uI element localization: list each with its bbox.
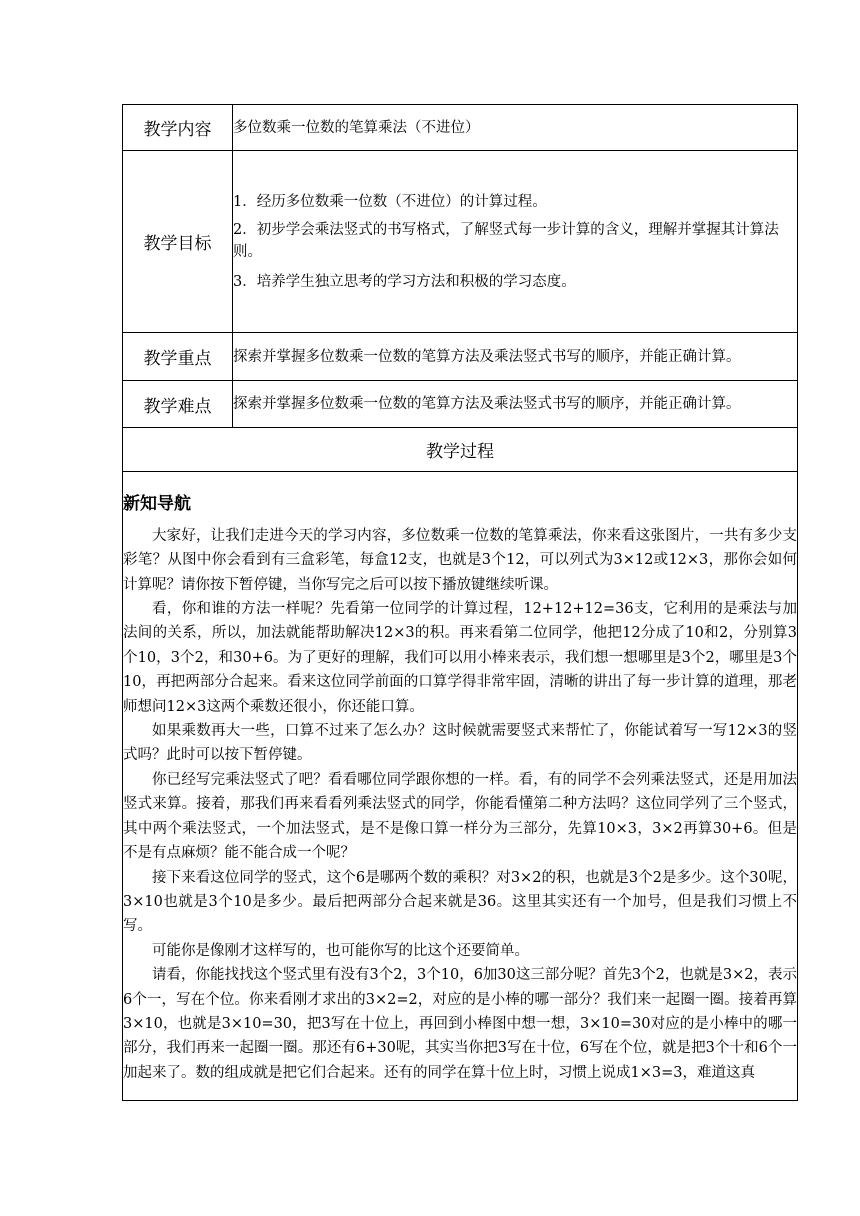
goal-item: 1．经历多位数乘一位数（不进位）的计算过程。 (233, 193, 547, 210)
row-difficulties (123, 381, 798, 428)
goal-item: 2．初步学会乘法竖式的书写格式，了解竖式每一步计算的含义，理解并掌握其计算法则。 (233, 221, 779, 260)
process-body (123, 472, 798, 1101)
paragraph: 看，你和谁的方法一样呢？先看第一位同学的计算过程，12+12+12=36支，它利用的是乘法与加法间的关系，所以，加法就能帮助解决12×3的积。再来看第二位同学，他把12分成了10和2，分别算3个10，3个2，和30+6。为了更好的理解，我们可以用小棒来表示，我们想一想哪里是3个2，哪里是3个10，再把两部分合起来。看来这位同学前面的口算学得非常牢固，清晰的讲出了每一步计算的道理，那老师想问12×3这两个乘数还很小，你还能口算。 (123, 601, 797, 715)
teaching-content-label: 教学内容 (123, 105, 233, 151)
paragraph: 可能你是像刚才这样写的，也可能你写的比这个还要简单。 (152, 942, 529, 959)
key-points-value: 探索并掌握多位数乘一位数的笔算方法及乘法竖式书写的顺序，并能正确计算。 (233, 333, 798, 381)
row-process-title (123, 428, 798, 472)
section-title: 新知导航 (123, 493, 191, 514)
lesson-plan-table (122, 104, 798, 1101)
paragraph: 你已经写完乘法竖式了吧？看看哪位同学跟你想的一样。看，有的同学不会列乘法竖式，还是用加法竖式来算。接着，那我们再来看看列乘法竖式的同学，你能看懂第二种方法吗？这位同学列了三个竖式，其中两个乘法竖式，一个加法竖式，是不是像口算一样分为三部分，先算10×3，3×2再算30+6。但是不是有点麻烦？能不能合成一个呢？ (123, 771, 797, 862)
row-process-body (123, 472, 798, 1101)
paragraph: 接下来看这位同学的竖式，这个6是哪两个数的乘积？对3×2的积，也就是3个2是多少。这个30呢，3×10也就是3个10是多少。最后把两部分合起来就是36。这里其实还有一个加号，但是我们习惯上不写。 (123, 869, 797, 935)
row-key-points (123, 333, 798, 381)
teaching-content-value: 多位数乘一位数的笔算乘法（不进位） (233, 105, 798, 151)
process-title: 教学过程 (123, 428, 798, 472)
difficulties-label: 教学难点 (123, 381, 233, 428)
row-teaching-goals (123, 151, 798, 333)
paragraph: 大家好，让我们走进今天的学习内容，多位数乘一位数的笔算乘法，你来看这张图片，一共有多少支彩笔？从图中你会看到有三盒彩笔，每盒12支，也就是3个12，可以列式为3×12或12×3，那你会如何计算呢？请你按下暂停键，当你写完之后可以按下播放键继续听课。 (123, 527, 797, 593)
teaching-goals-list (233, 151, 798, 333)
paragraph: 请看，你能找找这个竖式里有没有3个2，3个10，6加30这三部分呢？首先3个2，也就是3×2，表示6个一，写在个位。你来看刚才求出的3×2=2，对应的是小棒的哪一部分？我们来一起圈一圈。接着再算3×10，也就是3×10=30，把3写在十位上，再回到小棒图中想一想，3×10=30对应的是小棒中的哪一部分，我们再来一起圈一圈。那还有6+30呢，其实当你把3写在十位，6写在个位，就是把3个十和6个一加起来了。数的组成就是把它们合起来。还有的同学在算十位上时，习惯上说成1×3=3，难道这真 (123, 967, 797, 1081)
difficulties-value: 探索并掌握多位数乘一位数的笔算方法及乘法竖式书写的顺序，并能正确计算。 (233, 381, 798, 428)
key-points-label: 教学重点 (123, 333, 233, 381)
paragraph: 如果乘数再大一些，口算不过来了怎么办？这时候就需要竖式来帮忙了，你能试着写一写12×3的竖式吗？此时可以按下暂停键。 (123, 723, 797, 764)
row-teaching-content (123, 105, 798, 151)
teaching-goals-label: 教学目标 (123, 151, 233, 333)
goal-item: 3．培养学生独立思考的学习方法和积极的学习态度。 (233, 273, 576, 290)
